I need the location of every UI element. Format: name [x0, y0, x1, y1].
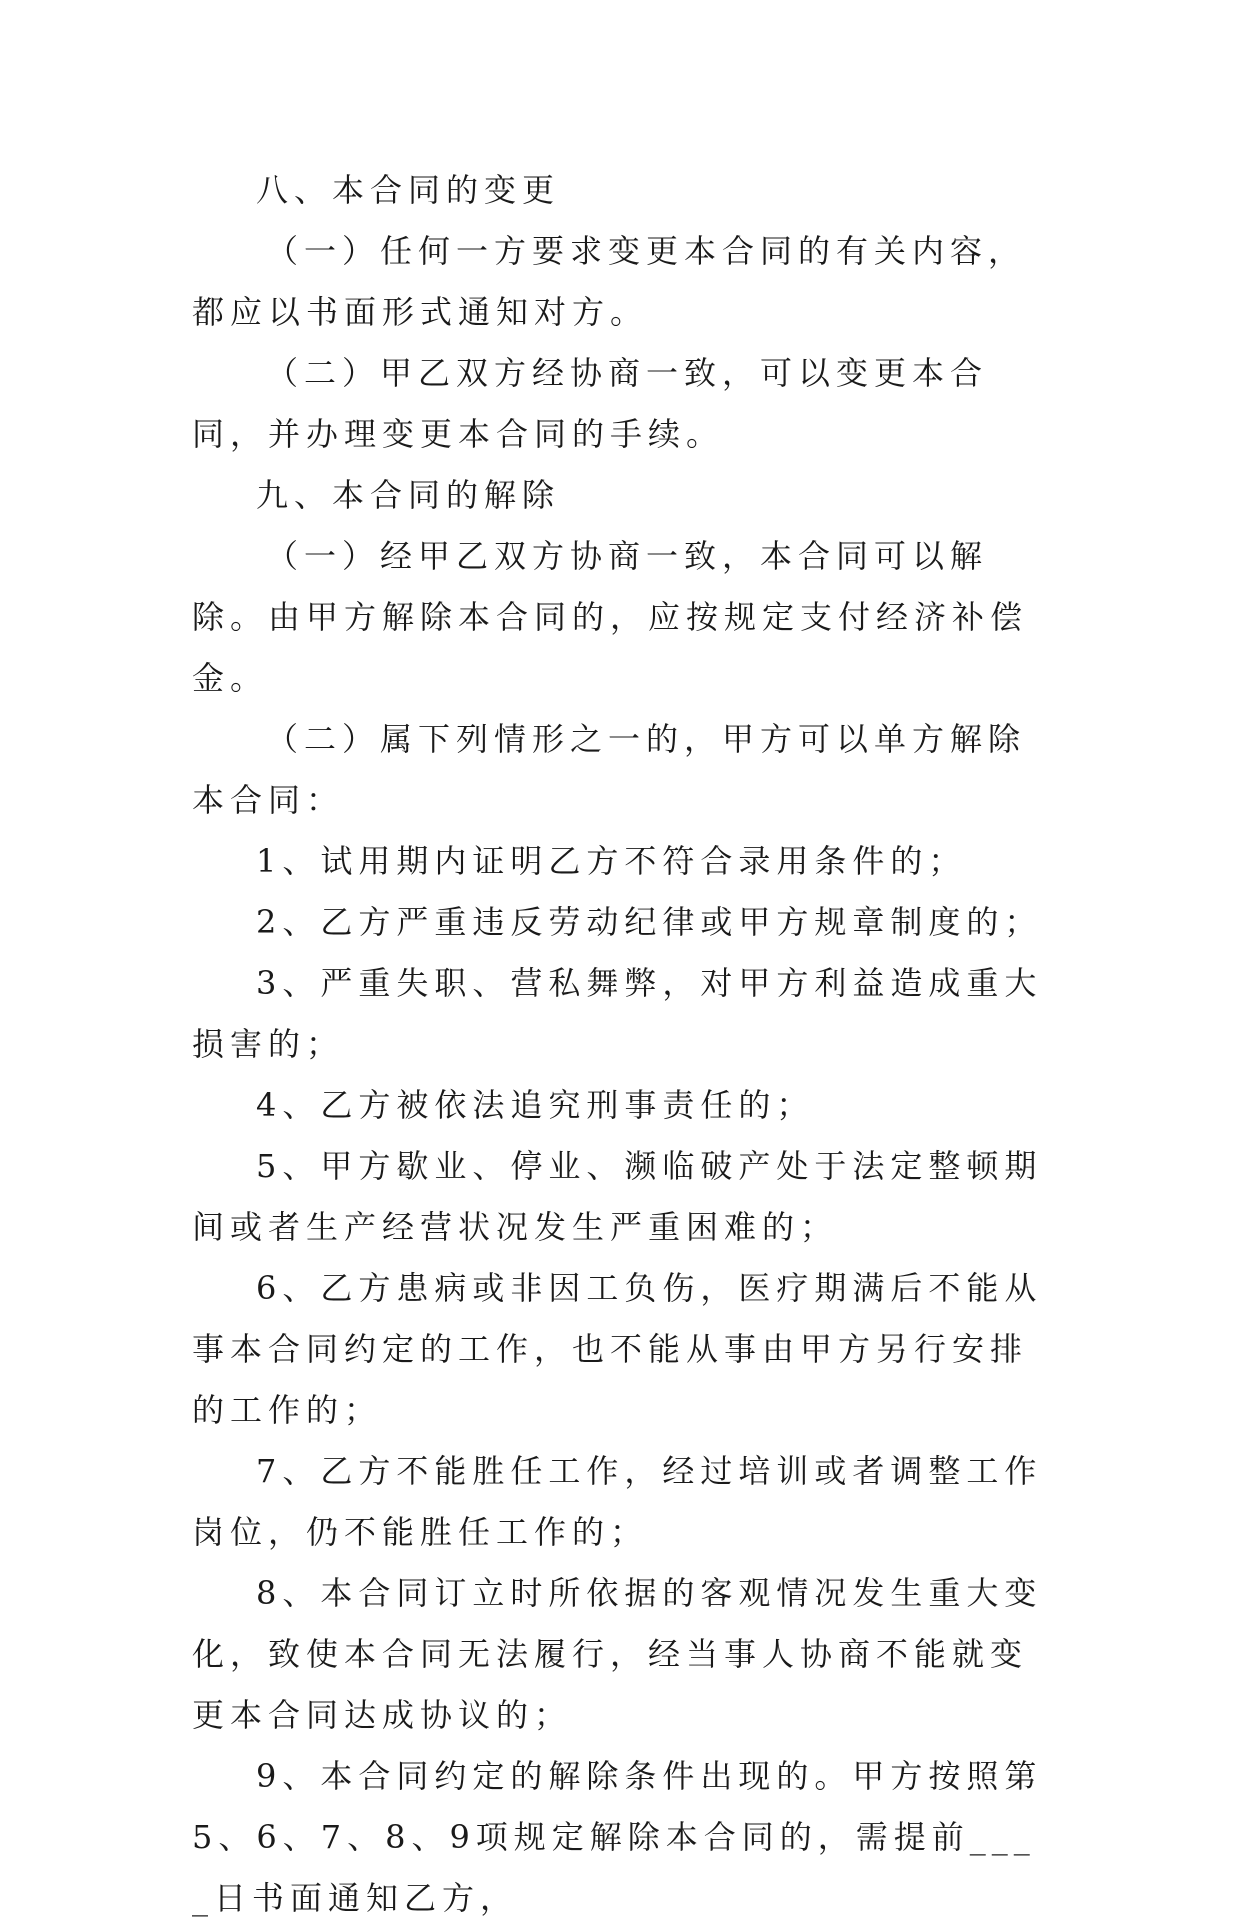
clause-amendment-1: （一）任何一方要求变更本合同的有关内容，都应以书面形式通知对方。: [192, 232, 1027, 331]
clause-termination-1: （一）经甲乙双方协商一致，本合同可以解除。由甲方解除本合同的，应按规定支付经济补偿金。: [192, 537, 1029, 697]
clause-amendment-2: （二）甲乙双方经协商一致，可以变更本合同，并办理变更本合同的手续。: [192, 354, 989, 453]
list-item-4: 4、乙方被依法追究刑事责任的；: [256, 1086, 815, 1124]
clause-termination-2: （二）属下列情形之一的，甲方可以单方解除本合同：: [192, 720, 1027, 819]
list-item-8: 8、本合同订立时所依据的客观情况发生重大变化，致使本合同无法履行，经当事人协商不能就变更本合同达成协议的；: [192, 1574, 1043, 1734]
list-item-3: 3、严重失职、营私舞弊，对甲方利益造成重大损害的；: [192, 964, 1043, 1063]
list-item-9: 9、本合同约定的解除条件出现的。甲方按照第5、6、7、8、9项规定解除本合同的，需提前____日书面通知乙方，: [192, 1757, 1043, 1917]
document-body: [192, 160, 1052, 1929]
section-heading-amendment: 八、本合同的变更: [256, 171, 561, 209]
section-heading-termination: 九、本合同的解除: [256, 476, 561, 514]
list-item-7: 7、乙方不能胜任工作，经过培训或者调整工作岗位，仍不能胜任工作的；: [192, 1452, 1043, 1551]
list-item-6: 6、乙方患病或非因工负伤，医疗期满后不能从事本合同约定的工作，也不能从事由甲方另行安排的工作的；: [192, 1269, 1043, 1429]
list-item-1: 1、试用期内证明乙方不符合录用条件的；: [256, 842, 967, 880]
list-item-2: 2、乙方严重违反劳动纪律或甲方规章制度的；: [256, 903, 1043, 941]
list-item-5: 5、甲方歇业、停业、濒临破产处于法定整顿期间或者生产经营状况发生严重困难的；: [192, 1147, 1043, 1246]
